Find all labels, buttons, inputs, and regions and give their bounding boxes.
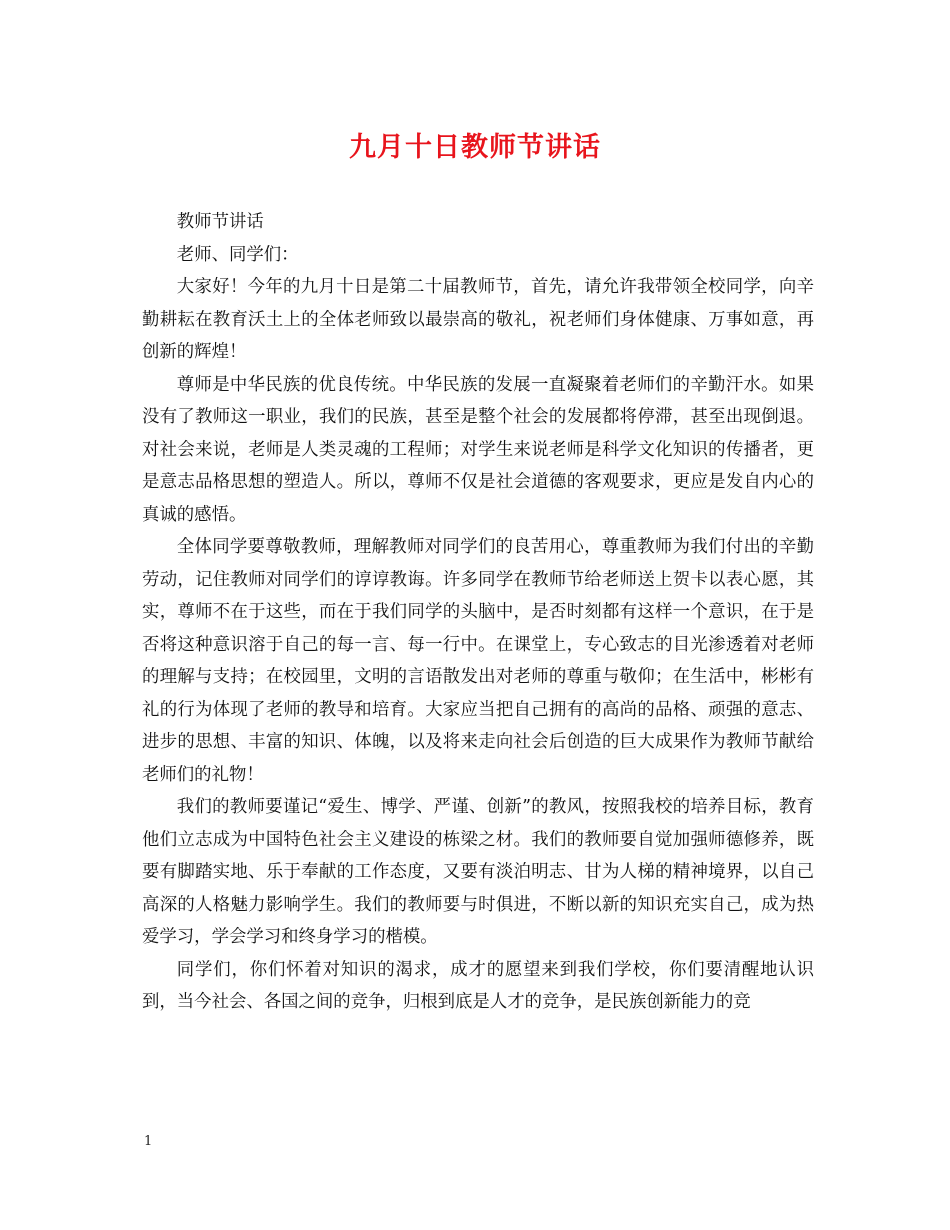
paragraph: 同学们，你们怀着对知识的渴求，成才的愿望来到我们学校，你们要清醒地认识到，当今社会、各国之间的竞争，归根到底是人才的竞争，是民族创新能力的竞 xyxy=(142,959,814,1012)
page-number: 1 xyxy=(144,1134,153,1149)
paragraph: 尊师是中华民族的优良传统。中华民族的发展一直凝聚着老师们的辛勤汗水。如果没有了教师这一职业，我们的民族，甚至是整个社会的发展都将停滞，甚至出现倒退。对社会来说，老师是人类灵魂的工程师；对学生来说老师是科学文化知识的传播者，更是意志品格思想的塑造人。所以，尊师不仅是社会道德的客观要求，更应是发自内心的真诚的感悟。 xyxy=(142,374,814,525)
document-body xyxy=(142,206,814,1019)
paragraph: 我们的教师要谨记“爱生、博学、严谨、创新”的教风，按照我校的培养目标，教育他们立志成为中国特色社会主义建设的栋梁之材。我们的教师要自觉加强师德修养，既要有脚踏实地、乐于奉献的工作态度，又要有淡泊明志、甘为人梯的精神境界，以自己高深的人格魅力影响学生。我们的教师要与时俱进，不断以新的知识充实自己，成为热爱学习，学会学习和终身学习的楷模。 xyxy=(142,797,814,947)
paragraph-salutation: 老师、同学们： xyxy=(176,244,299,265)
document-title: 九月十日教师节讲话 xyxy=(349,132,601,163)
paragraph: 全体同学要尊敬教师，理解教师对同学们的良苦用心，尊重教师为我们付出的辛勤劳动，记住教师对同学们的谆谆教诲。许多同学在教师节给老师送上贺卡以表心愿，其实，尊师不在于这些，而在于我们同学的头脑中，是否时刻都有这样一个意识，在于是否将这种意识溶于自己的每一言、每一行中。在课堂上，专心致志的目光渗透着对老师的理解与支持；在校园里，文明的言语散发出对老师的尊重与敬仰；在生活中，彬彬有礼的行为体现了老师的教导和培育。大家应当把自己拥有的高尚的品格、顽强的意志、进步的思想、丰富的知识、体魄，以及将来走向社会后创造的巨大成果作为教师节献给老师们的礼物！ xyxy=(142,537,814,785)
paragraph: 大家好！今年的九月十日是第二十届教师节，首先，请允许我带领全校同学，向辛勤耕耘在教育沃土上的全体老师致以最崇高的敬礼，祝老师们身体健康、万事如意，再创新的辉煌！ xyxy=(142,277,814,362)
paragraph-heading: 教师节讲话 xyxy=(176,212,264,232)
